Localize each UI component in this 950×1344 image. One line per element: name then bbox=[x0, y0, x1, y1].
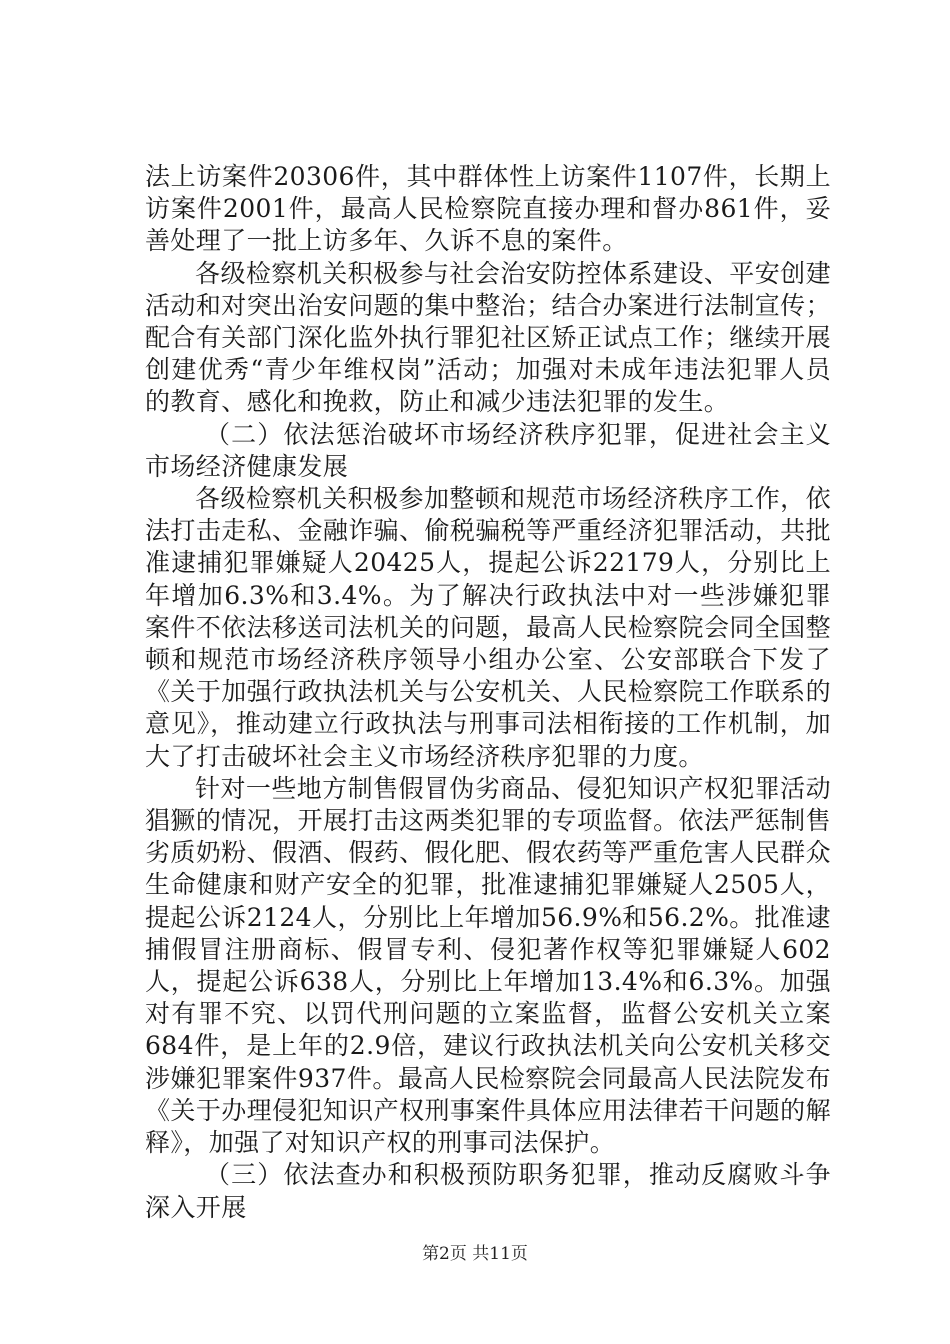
page-number: 第2页 共11页 bbox=[422, 1244, 528, 1264]
page-footer bbox=[0, 1243, 950, 1265]
section-heading-2: （二）依法惩治破坏市场经济秩序犯罪，促进社会主义市场经济健康发展 bbox=[145, 419, 831, 481]
paragraph-continuation: 法上访案件20306件，其中群体性上访案件1107件，长期上访案件2001件，最高人民检察院直接办理和督办861件，妥善处理了一批上访多年、久诉不息的案件。 bbox=[145, 162, 831, 256]
paragraph-public-security: 各级检察机关积极参与社会治安防控体系建设、平安创建活动和对突出治安问题的集中整治；结合办案进行法制宣传；配合有关部门深化监外执行罪犯社区矫正试点工作；继续开展创建优秀“青少年维权岗”活动；加强对未成年违法犯罪人员的教育、感化和挽救，防止和减少违法犯罪的发生。 bbox=[145, 258, 831, 417]
paragraph-counterfeit-ip: 针对一些地方制售假冒伪劣商品、侵犯知识产权犯罪活动猖獗的情况，开展打击这两类犯罪的专项监督。依法严惩制售劣质奶粉、假酒、假药、假化肥、假农药等严重危害人民群众生命健康和财产安全的犯罪，批准逮捕犯罪嫌疑人2505人，提起公诉2124人，分别比上年增加56.9%和56.2%。批准逮捕假冒注册商标、假冒专利、侵犯著作权等犯罪嫌疑人602人，提起公诉638人，分别比上年增加13.4%和6.3%。加强对有罪不究、以罚代刑问题的立案监督，监督公安机关立案684件，是上年的2.9倍，建议行政执法机关向公安机关移交涉嫌犯罪案件937件。最高人民检察院会同最高人民法院发布《关于办理侵犯知识产权刑事案件具体应用法律若干问题的解释》，加强了对知识产权的刑事司法保护。 bbox=[145, 773, 831, 1158]
section-heading-3: （三）依法查办和积极预防职务犯罪，推动反腐败斗争深入开展 bbox=[145, 1160, 831, 1222]
paragraph-market-order: 各级检察机关积极参加整顿和规范市场经济秩序工作，依法打击走私、金融诈骗、偷税骗税等严重经济犯罪活动，共批准逮捕犯罪嫌疑人20425人，提起公诉22179人，分别比上年增加6.3%和3.4%。为了解决行政执法中对一些涉嫌犯罪案件不依法移送司法机关的问题，最高人民检察院会同全国整顿和规范市场经济秩序领导小组办公室、公安部联合下发了《关于加强行政执法机关与公安机关、人民检察院工作联系的意见》，推动建立行政执法与刑事司法相衔接的工作机制，加大了打击破坏社会主义市场经济秩序犯罪的力度。 bbox=[145, 484, 831, 771]
document-body bbox=[145, 161, 831, 1224]
